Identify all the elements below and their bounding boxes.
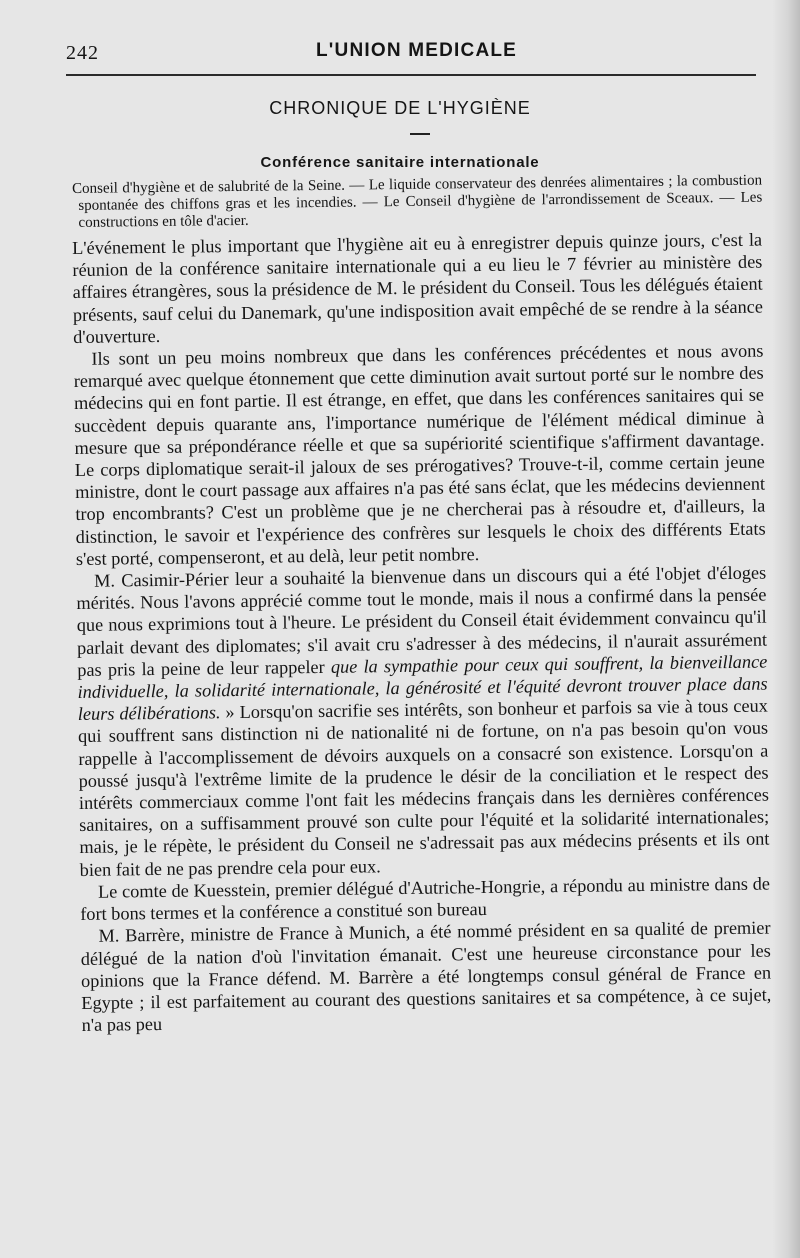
section-title: CHRONIQUE DE L'HYGIÈNE <box>269 98 531 118</box>
article-body <box>72 229 772 1037</box>
article-summary: Conseil d'hygiène et de salubrité de la Seine. — Le liquide conservateur des denrées alimentaires ; la combustion spontanée des chiffons gras et les incendies. — Le Conseil d'hygiène de l'arrondissement de Sceaux. — Les constructions en tôle d'acier. <box>72 172 763 231</box>
header-rule <box>66 74 756 76</box>
title-dash <box>410 133 430 135</box>
paragraph-3-start: M. Casimir-Périer leur a souhaité la bienvenue dans un discours qui a été l'objet d'éloges mérités. Nous l'avons apprécié comme tout le monde, mais il nous a confirmé dans la pensée que nous exprimions tout à l'heure. Le président du Conseil était évidemment convaincu qu'il parlait devant des diplomates; s'il avait cru s'adresser à des médecins, il n'aurait assurément pas pris la peine de leur rappeler <box>76 562 768 680</box>
paragraph-3-quote: que la sympathie pour ceux qui souffrent, la bienveillance individuelle, la solidarité internationale, la générosité et l'équité devront trouver place dans leurs délibérations. <box>77 651 768 725</box>
paragraph-4: Le comte de Kuesstein, premier délégué d'Autriche-Hongrie, a répondu au ministre dans de fort bons termes et la conférence a constitué son bureau <box>80 873 771 925</box>
page-edge-shadow <box>772 0 800 1258</box>
paragraph-1: L'événement le plus important que l'hygiène ait eu à enregistrer depuis quinze jours, c'est la réunion de la conférence sanitaire internationale qui a eu lieu le 7 février au ministère des affaires étrangères, sous la présidence de M. le président du Conseil. Tous les délégués étaient présents, sauf celui du Danemark, qu'une indisposition avait empêché de se rendre à la séance d'ouverture. <box>72 229 764 347</box>
paragraph-5: M. Barrère, ministre de France à Munich, a été nommé président en sa qualité de premier délégué de la nation d'où l'invitation émanait. C'est une heureuse circonstance pour les opinions que la France défend. M. Barrère a été longtemps consul général de France en Egypte ; il est parfaitement au courant des questions sanitaires et sa compétence, à ce sujet, n'a pas peu <box>80 917 772 1036</box>
paragraph-2: Ils sont un peu moins nombreux que dans les conférences précédentes et nous avons remarqué avec quelque étonnement que cette diminution avait surtout porté sur le nombre des médecins qui en font partie. Il est étrange, en effet, que dans les conférences sanitaires qui se succèdent depuis quarante ans, l'importance numérique de l'élément médical diminue à mesure que sa prépondérance réelle et que sa supériorité scientifique s'affirment davantage. Le corps diplomatique serait-il jaloux de ses prérogatives? Trouve-t-il, comme certain jeune ministre, dont le court passage aux affaires n'a pas été sans éclat, que les médecins deviennent trop encombrants? C'est un problème que je ne chercherai pas à résoudre et, d'ailleurs, la distinction, le savoir et l'expérience des confrères sur lesquels le choix des différents Etats s'est porté, compenseront, et au delà, leur petit nombre. <box>73 340 766 569</box>
page-header <box>66 34 756 70</box>
article-subtitle: Conférence sanitaire internationale <box>260 154 540 171</box>
paragraph-3 <box>76 562 770 881</box>
page-number: 242 <box>66 42 99 64</box>
running-title: L'UNION MEDICALE <box>316 40 518 61</box>
paragraph-3-end: » Lorsqu'on sacrifie ses intérêts, son bonheur et parfois sa vie à tous ceux qui souffrent sans distinction ni de nationalité ni de fortune, on n'a pas besoin qu'on vous rappelle à l'accomplissement de dévoirs auxquels on a consacré son existence. Lorsqu'on a poussé jusqu'à l'extrême limite de la prudence le désir de la conciliation et le respect des intérêts commerciaux comme l'ont fait les médecins français dans les dernières conférences sanitaires, on a suffisamment prouvé son culte pour l'équité et la solidarité internationales; mais, je le répète, le président du Conseil ne s'adressait pas aux médecins présents et ils ont bien fait de ne pas prendre cela pour eux. <box>77 695 770 880</box>
